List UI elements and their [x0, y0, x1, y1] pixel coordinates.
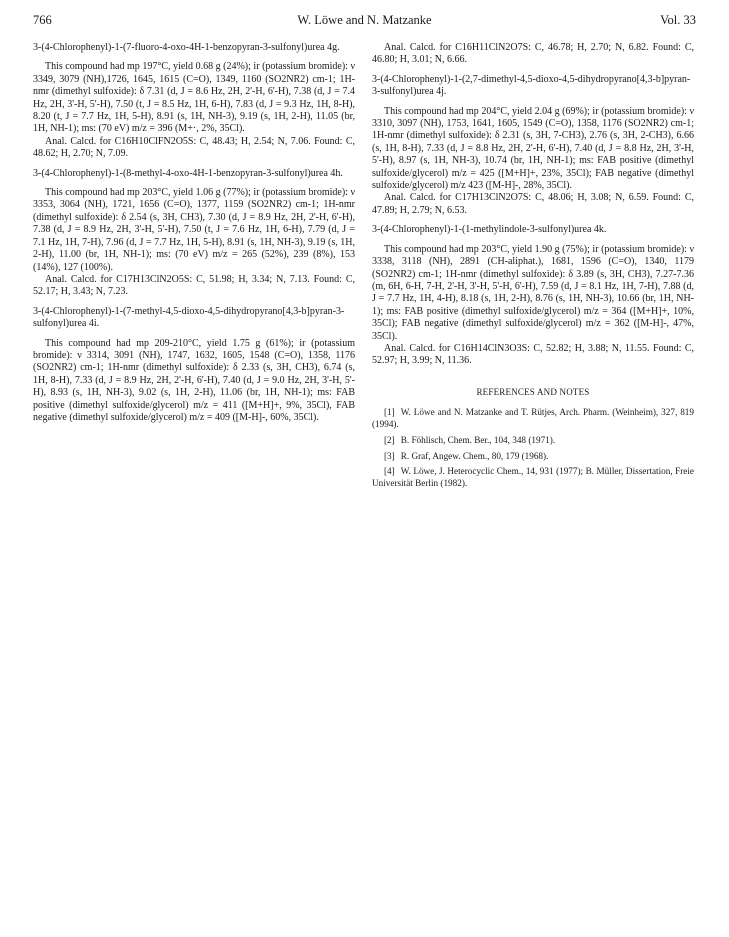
running-head-authors: W. Löwe and N. Matzanke	[297, 13, 432, 27]
left-column	[33, 42, 355, 424]
reference-number: [2]	[384, 434, 395, 445]
reference-text: B. Föhlisch, Chem. Ber., 104, 348 (1971).	[400, 434, 556, 445]
reference-item	[372, 435, 694, 447]
page-number: 766	[33, 13, 52, 27]
reference-text: W. Löwe, J. Heterocyclic Chem., 14, 931 (1977); B. Müller, Dissertation, Freie Universität Berlin (1982).	[372, 466, 694, 489]
references-heading: REFERENCES AND NOTES	[476, 386, 590, 397]
elemental-analysis: Anal. Calcd. for C17H13ClN2O7S: C, 48.06; H, 3.08; N, 6.59. Found: C, 47.89; H, 2.79; N, 6.53.	[372, 192, 694, 216]
compound-title: 3-(4-Chlorophenyl)-1-(2,7-dimethyl-4,5-dioxo-4,5-dihydropyrano[4,3-b]pyran-3-sulfonyl)urea 4j.	[372, 73, 691, 98]
reference-item	[372, 466, 694, 490]
compound-description: This compound had mp 203°C, yield 1.06 g (77%); ir (potassium bromide): ν 3353, 3064 (NH), 1721, 1656 (C=O), 1377, 1159 (SO2NR2) cm-1; 1H-nmr (dimethyl sulfoxide): δ 2.54 (s, 3H, CH3), 7.30 (d, J = 8.9 Hz, 2H, 2'-H, 6'-H), 7.38 (d, J = 8.9 Hz, 2H, 3'-H, 5'-H), 7.50 (t, J = 7.6 Hz, 1H, 6-H), 7.79 (d, J = 7.1 Hz, 1H, 7-H), 7.96 (d, J = 7.7 Hz, 1H, 5-H), 8.91 (s, 1H, NH-3), 9.19 (s, 1H, 2-H), 11.00 (br, 1H, NH-1); ms: (70 eV) m/z = 265 (52%), 239 (8%), 153 (14%), 127 (100%).	[33, 187, 355, 273]
reference-text: R. Graf, Angew. Chem., 80, 179 (1968).	[400, 450, 549, 461]
reference-number: [4]	[384, 466, 395, 477]
compound-description: This compound had mp 204°C, yield 2.04 g (69%); ir (potassium bromide): ν 3310, 3097 (NH), 1753, 1641, 1605, 1549 (C=O), 1358, 1176 (SO2NR2) cm-1; 1H-nmr (dimethyl sulfoxide): δ 2.31 (s, 3H, 7-CH3), 2.76 (s, 3H, 2-CH3), 6.66 (s, 1H, 8-H), 7.33 (d, J = 8.8 Hz, 2H, 2'-H, 6'-H), 7.40 (d, J = 8.8 Hz, 2H, 3'-H, 5'-H), 8.97 (s, 1H, NH-3), 10.74 (br, 1H, NH-1); ms: FAB positive (dimethyl sulfoxide/glycerol) m/z = 425 ([M+H]+, 23%, 35Cl); FAB negative (dimethyl sulfoxide/glycerol) m/z 423 ([M-H]-, 28%, 35Cl).	[372, 105, 694, 192]
reference-item	[372, 451, 694, 463]
elemental-analysis: Anal. Calcd. for C16H11ClN2O7S: C, 46.78; H, 2.70; N, 6.82. Found: C, 46.80; H, 3.01; N, 6.66.	[372, 42, 694, 66]
reference-number: [3]	[384, 450, 395, 461]
compound-description: This compound had mp 209-210°C, yield 1.75 g (61%); ir (potassium bromide): ν 3314, 3091 (NH), 1747, 1632, 1605, 1548 (C=O), 1358, 1176 (SO2NR2) cm-1; 1H-nmr (dimethyl sulfoxide): δ 2.33 (s, 3H, CH3), 6.74 (s, 1H, 8-H), 7.33 (d, J = 8.9 Hz, 2H, 2'-H, 6'-H), 7.40 (d, J = 9.0 Hz, 2H, 3'-H, 5'-H), 8.93 (s, 1H, NH-3), 9.02 (s, 1H, 2-H), 11.06 (br, 1H, NH-1); ms: FAB positive (dimethyl sulfoxide/glycerol) m/z = 411 ([M+H]+, 9%, 35Cl), FAB negative (dimethyl sulfoxide/glycerol) m/z = 409 ([M-H]-, 60%, 35Cl).	[33, 337, 355, 423]
page-header	[33, 13, 696, 29]
reference-item	[372, 407, 694, 431]
elemental-analysis: Anal. Calcd. for C17H13ClN2O5S: C, 51.98; H, 3.34; N, 7.13. Found: C, 52.17; H, 3.43; N, 7.23.	[33, 273, 355, 298]
volume-label: Vol. 33	[660, 13, 696, 27]
compound-title: 3-(4-Chlorophenyl)-1-(8-methyl-4-oxo-4H-1-benzopyran-3-sulfonyl)urea 4h.	[33, 167, 343, 179]
compound-description: This compound had mp 197°C, yield 0.68 g (24%); ir (potassium bromide): ν 3349, 3079 (NH),1726, 1645, 1615 (C=O), 1349, 1160 (SO2NR2) cm-1; 1H-nmr (dimethyl sulfoxide): δ 7.31 (d, J = 8.6 Hz, 2H, 2'-H, 6'-H), 7.38 (d, J = 7.4 Hz, 2H, 3'-H, 5'-H), 7.50 (t, J = 8.5 Hz, 1H, 6-H), 7.83 (d, J = 9.3 Hz, 1H, 8-H), 8.20 (t, J = 7.7 Hz, 1H, 5-H), 8.91 (s, 1H, NH-3), 9.19 (s, 1H, 2-H), 11.05 (br, 1H, NH-1); ms: (70 eV) m/z = 396 (M+·, 2%, 35Cl).	[33, 61, 355, 135]
elemental-analysis: Anal. Calcd. for C16H10ClFN2O5S: C, 48.43; H, 2.54; N, 7.06. Found: C, 48.62; H, 2.70; N, 7.09.	[33, 135, 355, 160]
elemental-analysis: Anal. Calcd. for C16H14ClN3O3S: C, 52.82; H, 3.88; N, 11.55. Found: C, 52.97; H, 3.99; N, 11.36.	[372, 342, 694, 367]
compound-description: This compound had mp 203°C, yield 1.90 g (75%); ir (potassium bromide): ν 3338, 3118 (NH), 2891 (CH-aliphat.), 1681, 1596 (C=O), 1340, 1179 (SO2NR2) cm-1; 1H-nmr (dimethyl sulfoxide): δ 3.89 (s, 3H, CH3), 7.27-7.36 (m, 6H, 6-H, 7-H, 2'-H, 3'-H, 5'-H, 6'-H), 7.59 (d, J = 8.1 Hz, 1H, 7-H), 7.88 (d, J = 7.7 Hz, 1H, 4-H), 8.18 (s, 1H, 2-H), 8.76 (s, 1H, NH-3), 10.66 (br, 1H, NH-1); ms: FAB positive (dimethyl sulfoxide/glycerol) m/z = 364 ([M+H]+, 10%, 35Cl); FAB negative (dimethyl sulfoxide/glycerol) m/z = 362 ([M-H]-, 47%, 35Cl).	[372, 243, 694, 342]
compound-title: 3-(4-Chlorophenyl)-1-(7-methyl-4,5-dioxo-4,5-dihydropyrano[4,3-b]pyran-3-sulfonyl)urea 4i.	[33, 305, 345, 330]
compound-title: 3-(4-Chlorophenyl)-1-(7-fluoro-4-oxo-4H-1-benzopyran-3-sulfonyl)urea 4g.	[33, 42, 340, 53]
compound-title: 3-(4-Chlorophenyl)-1-(1-methylindole-3-sulfonyl)urea 4k.	[372, 224, 607, 236]
reference-number: [1]	[384, 407, 395, 418]
right-column	[372, 42, 694, 494]
reference-text: W. Löwe and N. Matzanke and T. Rütjes, Arch. Pharm. (Weinheim), 327, 819 (1994).	[372, 407, 694, 429]
